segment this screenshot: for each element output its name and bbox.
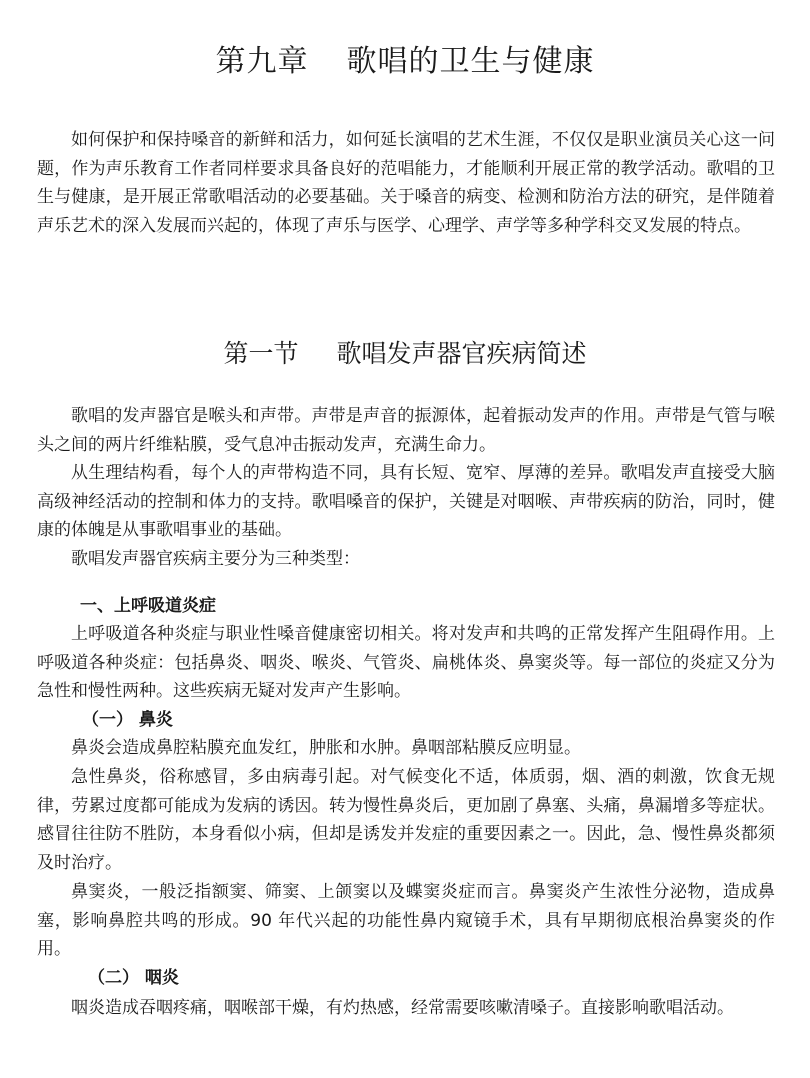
sub-heading-pharyngitis: （二） 咽炎 — [88, 968, 179, 988]
subsection-heading-1: 一、上呼吸道炎症 — [80, 596, 216, 616]
subsection-1-paragraph: 上呼吸道各种炎症与职业性嗓音健康密切相关。将对发声和共鸣的正常发挥产生阻碍作用。上呼吸道各种炎症：包括鼻炎、咽炎、喉炎、气管炎、扁桃体炎、鼻窦炎等。每一部位的炎症又分为急性和慢性两种。这些疾病无疑对发声产生影响。 — [37, 624, 775, 701]
chapter-title — [0, 36, 810, 80]
section-paragraph-2: 从生理结构看，每个人的声带构造不同，具有长短、宽窄、厚薄的差异。歌唱发声直接受大脑高级神经活动的控制和体力的支持。歌唱嗓音的保护，关键是对咽喉、声带疾病的防治，同时，健康的体魄是从事歌唱事业的基础。 — [37, 463, 775, 540]
rhinitis-paragraph-1: 鼻炎会造成鼻腔粘膜充血发红，肿胀和水肿。鼻咽部粘膜反应明显。 — [71, 738, 581, 758]
pharyngitis-paragraph: 咽炎造成吞咽疼痛，咽喉部干燥，有灼热感，经常需要咳嗽清嗓子。直接影响歌唱活动。 — [71, 998, 734, 1018]
section-number: 第一节 — [223, 339, 299, 368]
rhinitis-paragraph-2: 急性鼻炎，俗称感冒，多由病毒引起。对气候变化不适，体质弱，烟、酒的刺激，饮食无规律，劳累过度都可能成为发病的诱因。转为慢性鼻炎后，更加剧了鼻塞、头痛，鼻漏增多等症状。感冒往往防不胜防，本身看似小病，但却是诱发并发症的重要因素之一。因此，急、慢性鼻炎都须及时治疗。 — [37, 767, 775, 873]
section-title — [0, 334, 810, 370]
chapter-title-text: 歌唱的卫生与健康 — [346, 44, 595, 79]
sub-heading-rhinitis: （一） 鼻炎 — [82, 710, 173, 730]
section-paragraph-1: 歌唱的发声器官是喉头和声带。声带是声音的振源体，起着振动发声的作用。声带是气管与喉头之间的两片纤维粘膜，受气息冲击振动发声，充满生命力。 — [37, 406, 775, 455]
section-paragraph-3: 歌唱发声器官疾病主要分为三种类型： — [71, 549, 360, 569]
rhinitis-paragraph-3: 鼻窦炎，一般泛指额窦、筛窦、上颌窦以及蝶窦炎症而言。鼻窦炎产生浓性分泌物，造成鼻塞，影响鼻腔共鸣的形成。90 年代兴起的功能性鼻内窥镜手术，具有早期彻底根治鼻窦炎的作用。 — [37, 882, 775, 959]
chapter-number: 第九章 — [215, 44, 309, 79]
chapter-intro-paragraph: 如何保护和保持嗓音的新鲜和活力，如何延长演唱的艺术生涯，不仅仅是职业演员关心这一问题，作为声乐教育工作者同样要求具备良好的范唱能力，才能顺利开展正常的教学活动。歌唱的卫生与健康，是开展正常歌唱活动的必要基础。关于嗓音的病变、检测和防治方法的研究，是伴随着声乐艺术的深入发展而兴起的，体现了声乐与医学、心理学、声学等多种学科交叉发展的特点。 — [37, 130, 775, 236]
section-title-text: 歌唱发声器官疾病简述 — [336, 339, 587, 368]
